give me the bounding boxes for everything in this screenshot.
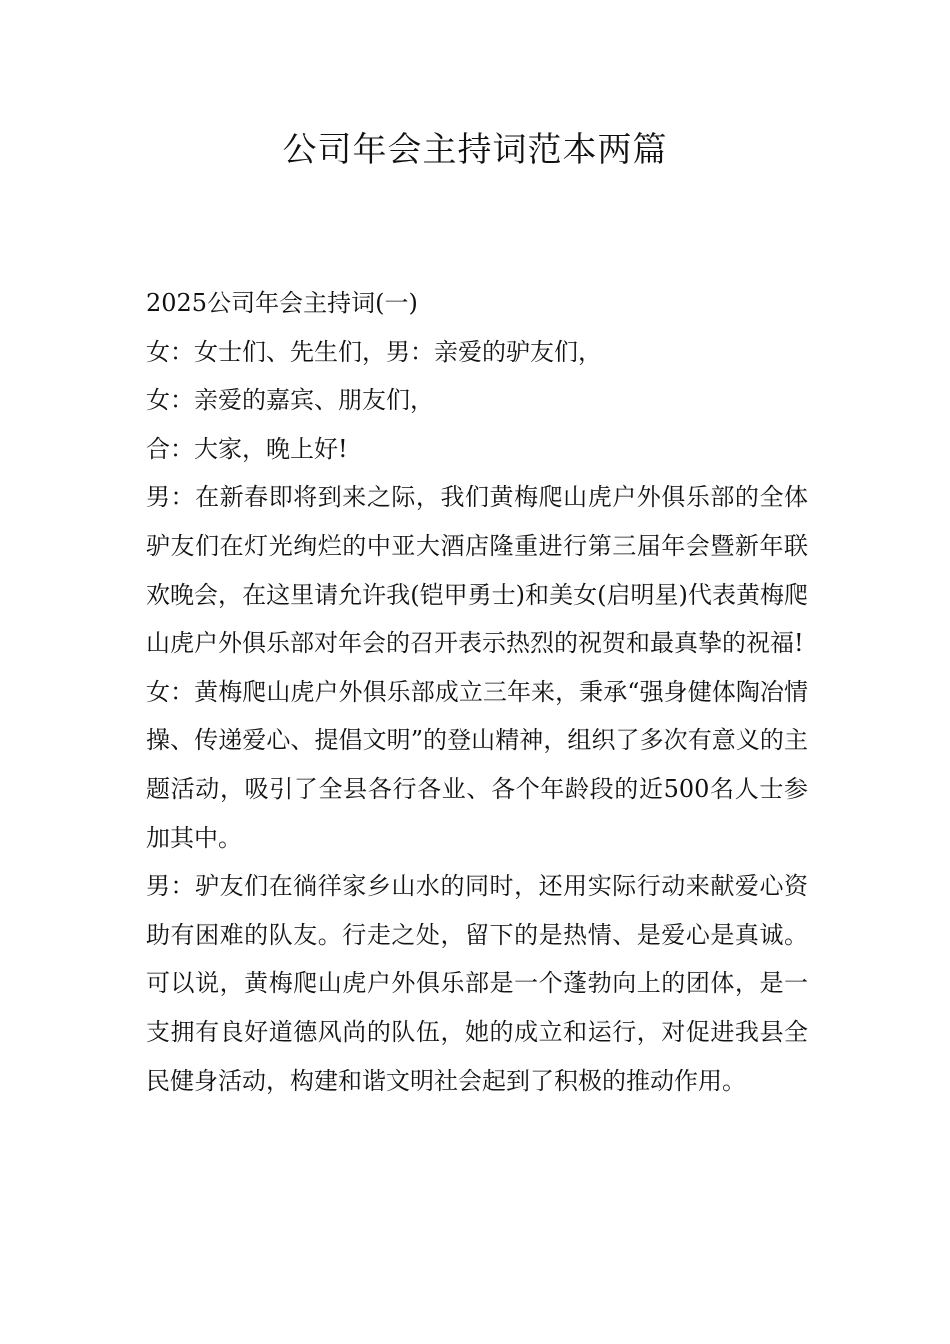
dialogue-paragraph: 女：亲爱的嘉宾、朋友们， — [146, 386, 434, 415]
dialogue-paragraph: 男：驴友们在徜徉家乡山水的同时，还用实际行动来献爱心资助有困难的队友。行走之处，留下的是热情、是爱心是真诚。可以说，黄梅爬山虎户外俱乐部是一个蓬勃向上的团体，是一支拥有良好道德风尚的队伍，她的成立和运行，对促进我县全民健身活动，构建和谐文明社会起到了积极的推动作用。 — [146, 872, 808, 1095]
document-body — [146, 279, 808, 1105]
dialogue-paragraph: 男：在新春即将到来之际，我们黄梅爬山虎户外俱乐部的全体驴友们在灯光绚烂的中亚大酒店隆重进行第三届年会暨新年联欢晚会，在这里请允许我(铠甲勇士)和美女(启明星)代表黄梅爬山虎户外俱乐部对年会的召开表示热烈的祝贺和最真挚的祝福! — [146, 483, 808, 658]
document-title: 公司年会主持词范本两篇 — [282, 130, 668, 170]
section-heading: 2025公司年会主持词(一) — [146, 289, 418, 317]
dialogue-paragraph: 女：女士们、先生们，男：亲爱的驴友们， — [146, 337, 602, 366]
dialogue-paragraph: 合：大家，晚上好! — [146, 434, 348, 463]
dialogue-paragraph: 女：黄梅爬山虎户外俱乐部成立三年来，秉承“强身健体陶冶情操、传递爱心、提倡文明”的登山精神，组织了多次有意义的主题活动，吸引了全县各行各业、各个年龄段的近500名人士参加其中。 — [146, 677, 808, 852]
